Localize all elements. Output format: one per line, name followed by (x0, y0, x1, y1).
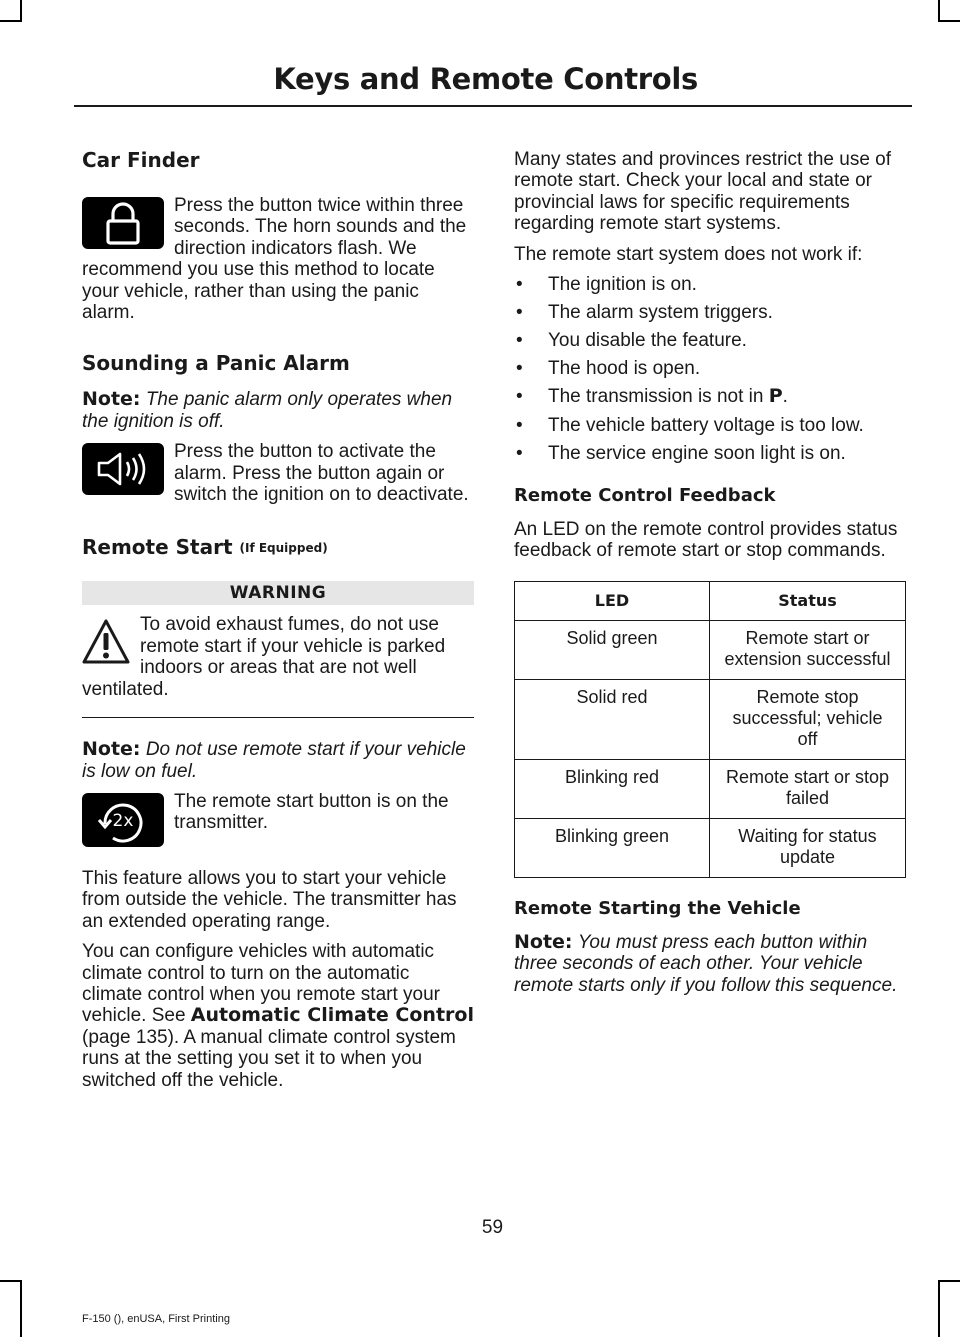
warning-triangle-icon (82, 618, 130, 666)
remote-starting-note (514, 932, 906, 996)
warning-rule (82, 717, 474, 718)
left-column (82, 140, 474, 1091)
para2-text-b: (page 135). A manual climate control system runs at the setting you set it to when you switched off the vehicle. (82, 1026, 456, 1091)
status-cell: Waiting for status update (710, 818, 906, 877)
remote-start-para1: This feature allows you to start your vehicle from outside the vehicle. The transmitter has an extended operating range. (82, 867, 457, 932)
panic-alarm-text: Press the button to activate the alarm. Press the button again or switch the ignition on to deactivate. (174, 441, 469, 506)
list-item: • The alarm system triggers. (514, 302, 906, 323)
list-item-end: . (782, 386, 788, 408)
page-number: 59 (481, 1217, 504, 1238)
table-row (515, 818, 906, 877)
list-item: • You disable the feature. (514, 330, 906, 351)
climate-control-link[interactable]: Automatic Climate Control (190, 1004, 474, 1027)
table-header-row (515, 581, 906, 620)
speaker-horn-icon (82, 443, 164, 495)
crop-mark (938, 20, 960, 22)
led-cell: Solid red (515, 679, 710, 759)
warning-label: WARNING (82, 581, 474, 605)
list-item (514, 386, 906, 407)
does-not-work-intro: The remote start system does not work if: (514, 243, 863, 265)
note-label: Note: (82, 388, 141, 411)
park-gear-label: P (768, 385, 783, 408)
crop-mark (938, 1280, 940, 1337)
warning-text: To avoid exhaust fumes, do not use remote start if your vehicle is parked indoors or areas that are not well ventilated. (82, 614, 446, 700)
crop-mark (938, 1280, 960, 1282)
remote-start-restriction-text: Many states and provinces restrict the use of remote start. Check your local and state or provincial laws for specific requirements regarding remote start systems. (514, 149, 892, 235)
panic-alarm-section (82, 441, 474, 505)
list-item: • The ignition is on. (514, 274, 906, 295)
note-text: The panic alarm only operates when the ignition is off. (82, 389, 453, 432)
note-label: Note: (514, 930, 573, 953)
note-label: Note: (82, 738, 141, 761)
warning-section (82, 614, 474, 700)
list-item-text: The transmission is not in (548, 386, 769, 408)
remote-control-feedback-heading: Remote Control Feedback (514, 485, 776, 506)
para2-text-a: You can configure vehicles with automatic climate control to turn on the automatic climate control when you remote start your vehicle. See (82, 941, 440, 1027)
car-finder-text-a: Press the button twice within three seconds. The horn sounds and the direction indicators flash. (174, 195, 467, 259)
car-finder-text-b: We recommend you use this method to locate your vehicle, rather than using the panic alarm. (82, 237, 435, 324)
if-equipped-label: (If Equipped) (239, 541, 328, 556)
page-title: Keys and Remote Controls (273, 62, 698, 96)
panic-alarm-note (82, 389, 474, 432)
panic-alarm-heading: Sounding a Panic Alarm (82, 351, 350, 376)
lock-icon (82, 197, 164, 249)
note-text: Do not use remote start if your vehicle is low on fuel. (82, 739, 466, 782)
crop-mark (938, 0, 940, 22)
led-cell: Solid green (515, 620, 710, 679)
crop-mark (0, 20, 22, 22)
footer-text: F-150 (), enUSA, First Printing (82, 1313, 230, 1325)
status-cell: Remote start or extension successful (710, 620, 906, 679)
remote-start-para2 (82, 941, 474, 1091)
car-finder-section (82, 195, 474, 323)
list-item: • The vehicle battery voltage is too low. (514, 415, 906, 436)
remote-start-2x-icon (82, 793, 164, 847)
table-row (515, 679, 906, 759)
remote-start-button-section (82, 791, 474, 851)
crop-mark (0, 1280, 22, 1282)
status-cell: Remote start or stop failed (710, 759, 906, 818)
header-rule (74, 105, 912, 107)
car-finder-heading: Car Finder (82, 148, 200, 172)
led-cell: Blinking red (515, 759, 710, 818)
remote-start-button-text: The remote start button is on the transmitter. (174, 790, 449, 834)
table-row (515, 759, 906, 818)
crop-mark (20, 0, 22, 22)
remote-start-2x-label: 2x (112, 810, 134, 831)
column-header-led: LED (515, 581, 710, 620)
column-header-status: Status (710, 581, 906, 620)
note-text: You must press each button within three seconds of each other. Your vehicle remote starts only if you follow this sequence. (514, 931, 898, 996)
list-item: • The hood is open. (514, 358, 906, 379)
status-cell: Remote stop successful; vehicle off (710, 679, 906, 759)
does-not-work-list (514, 274, 906, 464)
table-row (515, 620, 906, 679)
led-status-table (514, 581, 906, 878)
led-cell: Blinking green (515, 818, 710, 877)
remote-start-note (82, 739, 474, 782)
right-column (514, 140, 906, 996)
remote-starting-heading: Remote Starting the Vehicle (514, 897, 801, 919)
crop-mark (20, 1280, 22, 1337)
remote-start-heading (82, 535, 474, 559)
list-item: • The service engine soon light is on. (514, 443, 906, 464)
remote-start-heading-text: Remote Start (82, 535, 233, 560)
feedback-text: An LED on the remote control provides status feedback of remote start or stop commands. (514, 519, 898, 562)
